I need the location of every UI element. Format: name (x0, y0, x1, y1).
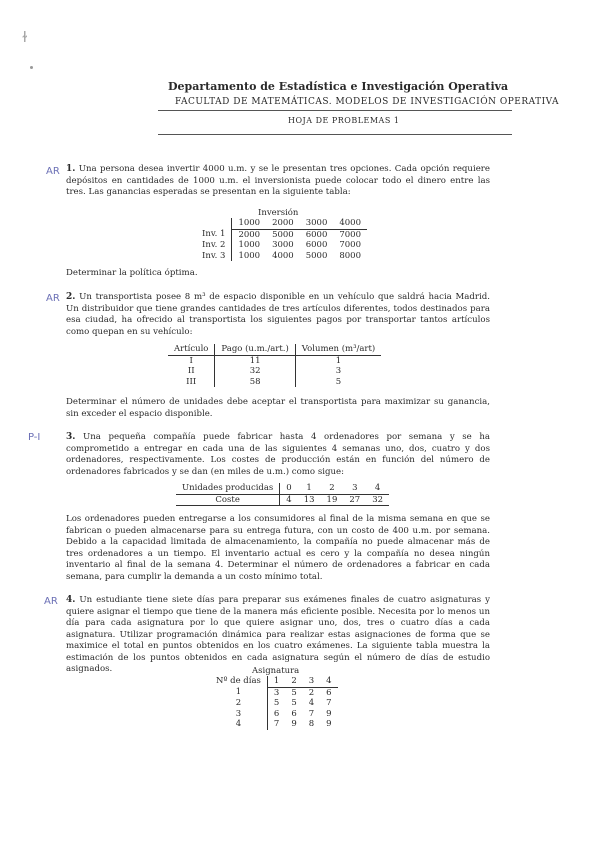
margin-note-4: AR (44, 596, 58, 607)
table-header: 3 (303, 676, 320, 687)
table-header: 1000 (232, 218, 266, 229)
table-header: 4 (320, 676, 337, 687)
table-cell (196, 218, 232, 229)
header-rule-bottom (158, 134, 512, 135)
table-row: 2 5 5 4 7 (235, 698, 332, 708)
problem-2 (66, 292, 490, 338)
table-row: III 58 5 (168, 377, 381, 388)
problem-4 (66, 595, 490, 676)
table-header: 3000 (300, 218, 334, 229)
problem-1-table (196, 208, 367, 261)
table-row: Inv. 2 1000 3000 6000 7000 (202, 240, 361, 250)
table-header: 2000 (266, 218, 300, 229)
problem-3-text: 3. Una pequeña compañía puede fabricar hasta 4 ordenadores por semana y se ha comprometido a entregar en cada una de las siguientes 4 semanas uno, dos, cuatro y dos ordenadores, respectivamente. Los costes de producción están en función del número de ordenadores fabricados y se dan (en miles de u.m.) como sigue: (66, 432, 490, 477)
problem-2-after: Determinar el número de unidades debe aceptar el transportista para maximizar su ganancia, sin exceder el espacio disponible. (66, 397, 490, 419)
pencil-mark: ɫ (22, 30, 28, 46)
margin-note-1: AR (46, 166, 60, 177)
table-row: Unidades producidas 0 1 2 3 4 (176, 483, 389, 494)
table-header: Volumen (m³/art) (295, 344, 381, 355)
problem-3 (66, 432, 490, 478)
header-rule-top (158, 110, 512, 111)
table-row: Inv. 1 2000 5000 6000 7000 (202, 229, 361, 240)
table-header: Pago (u.m./art.) (215, 344, 295, 355)
table-header: 4000 (333, 218, 367, 229)
problem-2-text: 2. Un transportista posee 8 m³ de espacio disponible en un vehículo que saldrá hacia Madrid. Un distribuidor que tiene grandes cantidades de tres artículos diferentes, todos destinados para esa ciudad, ha ofrecido al transportista los siguientes pagos por transportar tantos artículos como quepan en su vehículo: (66, 292, 491, 337)
table-row: 1 3 5 2 6 (235, 687, 332, 698)
problem-1-text: 1. Una persona desea invertir 4000 u.m. y se le presentan tres opciones. Cada opción requiere depósitos en cantidades de 1000 u.m. el inversionista puede colocar todo el dinero entre las tres. Las ganancias esperadas se presentan en la siguiente tabla: (66, 164, 490, 197)
table-row: 4 7 9 8 9 (235, 719, 332, 729)
table-1-title: Inversión (258, 208, 299, 218)
table-row: II 32 3 (168, 366, 381, 377)
table-header: Nº de días (216, 676, 261, 687)
problem-1-after: Determinar la política óptima. (66, 268, 198, 278)
table-row: I 11 1 (168, 355, 381, 366)
margin-note-2: AR (46, 293, 60, 304)
table-header: Artículo (168, 344, 215, 355)
faculty-subtitle: FACULTAD DE MATEMÁTICAS. MODELOS DE INVESTIGACIÓN OPERATIVA (175, 97, 560, 107)
department-title: Departamento de Estadística e Investigación Operativa (168, 80, 509, 93)
table-header: 2 (285, 676, 302, 687)
problem-4-text: 4. Un estudiante tiene siete días para preparar sus exámenes finales de cuatro asignaturas y quiere asignar el tiempo que tiene de la manera más eficiente posible. Necesita por lo menos un día para cada asignatura por lo que quiere asignar uno, dos, tres o cuatro días a cada asignatura. Utilizar programación dinámica para realizar estas asignaciones de forma que se maximice el total en puntos obtenidos en los cuatro exámenes. La siguiente tabla muestra la estimación de los puntos obtenidos en cada asignatura según el número de días de estudio asignados. (66, 595, 491, 674)
table-row: 3 6 6 7 9 (235, 708, 332, 719)
pencil-dot (30, 66, 33, 69)
table-row: Coste 4 13 19 27 32 (176, 494, 389, 506)
problem-2-table (168, 344, 381, 387)
problem-3-after: Los ordenadores pueden entregarse a los consumidores al final de la misma semana en que se fabrican o pueden almacenarse para su entrega futura, con un costo de 400 u.m. por semana. Debido a la capacidad limitada de almacenamiento, la compañía no puede almacenar más de tres ordenadores a un tiempo. El inventario actual es cero y la compañía no desea ningún inventario al final de la semana 4. Determinar el número de ordenadores a fabricar en cada semana, para cumplir la demanda a un costo mínimo total. (66, 514, 490, 582)
problem-4-table (210, 666, 338, 730)
sheet-title: HOJA DE PROBLEMAS 1 (288, 116, 400, 125)
table-row: Inv. 3 1000 4000 5000 8000 (202, 250, 361, 261)
margin-note-3: P-I (28, 432, 41, 443)
problem-3-table (176, 483, 389, 506)
problem-1 (66, 164, 490, 199)
table-header: 1 (267, 676, 285, 687)
table-4-title: Asignatura (252, 666, 300, 676)
